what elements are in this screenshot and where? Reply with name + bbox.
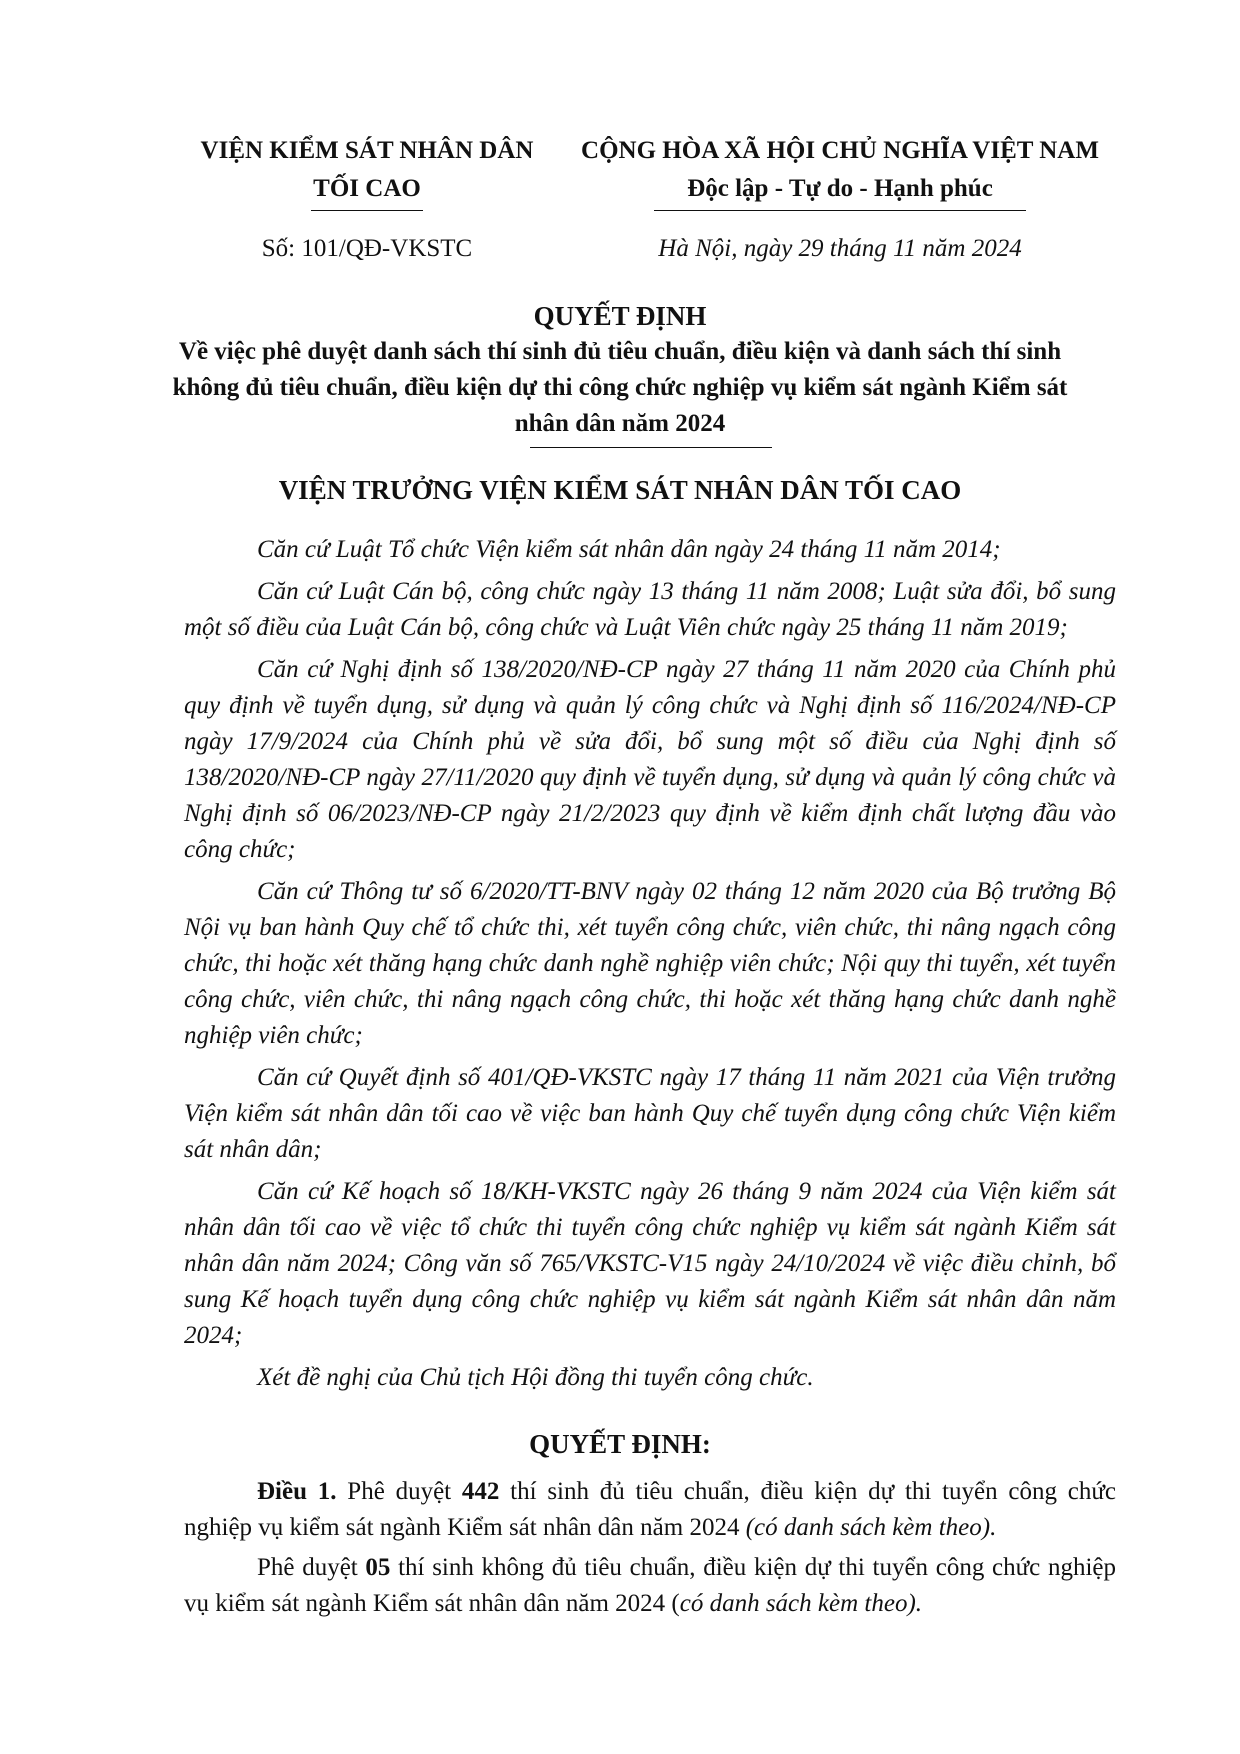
ineligible-count: 05 [365, 1554, 391, 1581]
motto: Độc lập - Tự do - Hạnh phúc [687, 175, 993, 202]
article-text: thí sinh không đủ tiêu chuẩn, điều kiện dự thi tuyển công chức nghiệp vụ kiểm sát ngành Kiểm sát nhân dân năm 2024 ( [184, 1554, 1116, 1617]
national-title: CỘNG HÒA XÃ HỘI CHỦ NGHĨA VIỆT NAM [581, 137, 1099, 164]
subject-underline [530, 447, 772, 448]
legal-basis-item: Xét đề nghị của Chủ tịch Hội đồng thi tuyển công chức. [257, 1364, 814, 1391]
article-1-paragraph-1 [184, 1474, 1116, 1546]
document-number: Số: 101/QĐ-VKSTC [261, 235, 473, 262]
agency-name-line1: VIỆN KIỂM SÁT NHÂN DÂN [200, 137, 534, 164]
legal-basis-item: Căn cứ Luật Tổ chức Viện kiểm sát nhân dân ngày 24 tháng 11 năm 2014; [257, 536, 1001, 563]
article-label: Điều 1. [257, 1478, 337, 1505]
article-text: Phê duyệt [336, 1478, 462, 1505]
article-text: Phê duyệt [257, 1554, 366, 1581]
agency-name-line2: TỐI CAO [313, 175, 421, 202]
legal-basis-item: Căn cứ Quyết định số 401/QĐ-VKSTC ngày 17 tháng 11 năm 2021 của Viện trưởng Viện kiểm sát nhân dân tối cao về việc ban hành Quy chế tuyển dụng công chức Viện kiểm sát nhân dân; [184, 1064, 1116, 1163]
document-title: QUYẾT ĐỊNH [533, 301, 707, 331]
issuing-agency [182, 132, 552, 211]
agency-underline [311, 210, 423, 211]
attachment-note: (có danh sách kèm theo). [745, 1514, 997, 1541]
attachment-note: có danh sách kèm theo). [679, 1590, 923, 1617]
legal-basis-item: Căn cứ Kế hoạch số 18/KH-VKSTC ngày 26 tháng 9 năm 2024 của Viện kiểm sát nhân dân tối cao về việc tổ chức thi tuyển công chức nghiệp vụ kiểm sát ngành Kiểm sát nhân dân năm 2024; Công văn số 765/VKSTC-V15 ngày 24/10/2024 về việc điều chỉnh, bổ sung Kế hoạch tuyển dụng công chức nghiệp vụ kiểm sát ngành Kiểm sát nhân dân năm 2024; [184, 1178, 1116, 1349]
place-date: Hà Nội, ngày 29 tháng 11 năm 2024 [658, 235, 1022, 262]
legal-bases [184, 532, 1116, 1402]
article-1-paragraph-2 [184, 1550, 1116, 1622]
article-text: thí sinh đủ tiêu chuẩn, điều kiện dự thi tuyển công chức nghiệp vụ kiểm sát ngành Kiểm sát nhân dân năm 2024 [184, 1478, 1117, 1541]
document-subject: Về việc phê duyệt danh sách thí sinh đủ tiêu chuẩn, điều kiện và danh sách thí sinh không đủ tiêu chuẩn, điều kiện dự thi công chức nghiệp vụ kiểm sát ngành Kiểm sát nhân dân năm 2024 [172, 338, 1068, 437]
national-motto [560, 132, 1120, 211]
legal-basis-item: Căn cứ Nghị định số 138/2020/NĐ-CP ngày 27 tháng 11 năm 2020 của Chính phủ quy định về tuyển dụng, sử dụng và quản lý công chức và Nghị định số 116/2024/NĐ-CP ngày 17/9/2024 của Chính phủ về sửa đổi, bổ sung một số điều của Nghị định số 138/2020/NĐ-CP ngày 27/11/2020 quy định về tuyển dụng, sử dụng và quản lý công chức và Nghị định số 06/2023/NĐ-CP ngày 21/2/2023 quy định về kiểm định chất lượng đầu vào công chức; [184, 656, 1116, 863]
issuing-authority: VIỆN TRƯỞNG VIỆN KIỂM SÁT NHÂN DÂN TỐI CAO [278, 475, 962, 505]
decision-heading: QUYẾT ĐỊNH: [529, 1429, 711, 1459]
eligible-count: 442 [461, 1478, 500, 1505]
articles [184, 1474, 1116, 1626]
legal-basis-item: Căn cứ Thông tư số 6/2020/TT-BNV ngày 02 tháng 12 năm 2020 của Bộ trưởng Bộ Nội vụ ban hành Quy chế tổ chức thi, xét tuyển công chức, viên chức, thi nâng ngạch công chức, thi hoặc xét thăng hạng chức danh nghề nghiệp viên chức; Nội quy thi tuyển, xét tuyển công chức, viên chức, thi nâng ngạch công chức, thi hoặc xét thăng hạng chức danh nghề nghiệp viên chức; [184, 878, 1116, 1049]
motto-underline [654, 210, 1026, 211]
legal-basis-item: Căn cứ Luật Cán bộ, công chức ngày 13 tháng 11 năm 2008; Luật sửa đổi, bổ sung một số điều của Luật Cán bộ, công chức và Luật Viên chức ngày 25 tháng 11 năm 2019; [184, 578, 1116, 641]
